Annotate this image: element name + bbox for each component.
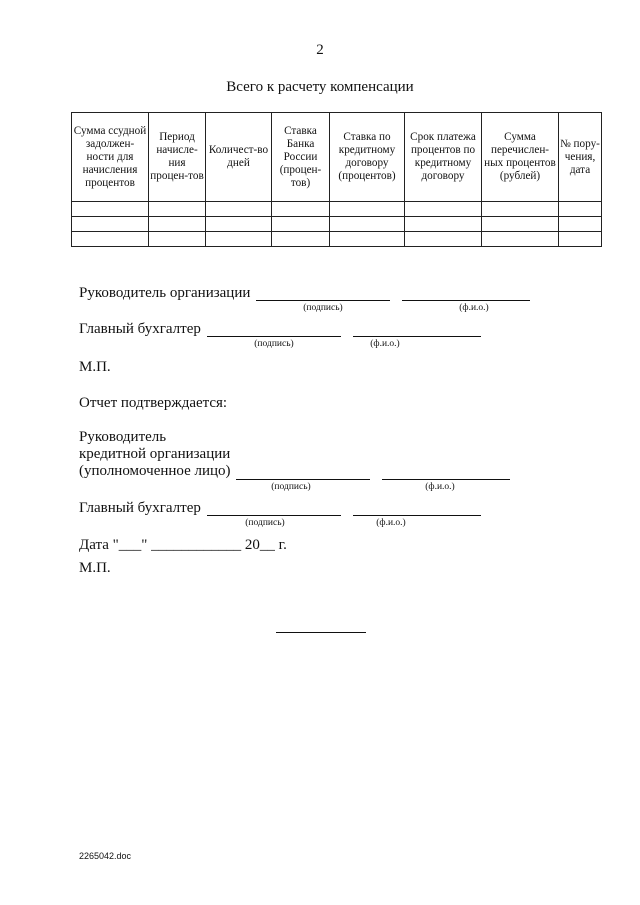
table-header-row xyxy=(72,113,602,202)
chief-accountant-signature-line[interactable] xyxy=(207,336,341,337)
header-order-number-date: № пору-чения, дата xyxy=(559,113,602,202)
chief-accountant-2-label: Главный бухгалтер xyxy=(79,500,201,516)
bank-head-label-line3: (уполномоченное лицо) xyxy=(79,463,231,479)
org-head-name-caption: (ф.и.о.) xyxy=(459,303,489,313)
org-head-signature-line[interactable] xyxy=(256,300,390,301)
header-contract-rate: Ставка по кредитному договору (процентов) xyxy=(330,113,405,202)
header-payment-term: Срок платежа процентов по кредитному договору xyxy=(405,113,482,202)
table-title: Всего к расчету компенсации xyxy=(226,79,414,95)
bank-head-name-line[interactable] xyxy=(382,479,510,480)
chief-accountant-2-signature-caption: (подпись) xyxy=(245,518,285,528)
stamp-place-2: М.П. xyxy=(79,560,111,576)
date-prefix: Дата " xyxy=(79,537,119,553)
header-central-bank-rate: Ставка Банка России (процен-тов) xyxy=(272,113,330,202)
stamp-place-1: М.П. xyxy=(79,359,111,375)
date-rest: " ____________ 20__ г. xyxy=(141,537,287,553)
table-row xyxy=(72,202,602,217)
bank-head-signature-line[interactable] xyxy=(236,479,370,480)
chief-accountant-2-name-caption: (ф.и.о.) xyxy=(376,518,406,528)
header-accrual-period: Период начисле-ния процен-тов xyxy=(149,113,206,202)
org-head-label: Руководитель организации xyxy=(79,285,251,301)
bank-head-label-line1: Руководитель xyxy=(79,429,167,445)
end-separator-line xyxy=(276,632,366,633)
file-name-footer: 2265042.doc xyxy=(79,851,132,861)
header-transferred-amount: Сумма перечислен-ных процентов (рублей) xyxy=(482,113,559,202)
chief-accountant-name-caption: (ф.и.о.) xyxy=(370,339,400,349)
chief-accountant-signature-caption: (подпись) xyxy=(254,339,294,349)
page-number: 2 xyxy=(316,42,324,58)
header-days-count: Количест-во дней xyxy=(206,113,272,202)
compensation-table xyxy=(71,112,602,247)
bank-head-label-line2: кредитной организации xyxy=(79,446,231,462)
bank-head-signature-caption: (подпись) xyxy=(271,482,311,492)
table-row xyxy=(72,217,602,232)
org-head-name-line[interactable] xyxy=(402,300,530,301)
org-head-signature-caption: (подпись) xyxy=(303,303,343,313)
chief-accountant-label: Главный бухгалтер xyxy=(79,321,201,337)
date-day-blank[interactable]: ___ xyxy=(118,537,142,553)
header-loan-amount: Сумма ссудной задолжен-ности для начисления процентов xyxy=(72,113,149,202)
report-confirmed-label: Отчет подтверждается: xyxy=(79,395,228,411)
chief-accountant-2-signature-line[interactable] xyxy=(207,515,341,516)
bank-head-name-caption: (ф.и.о.) xyxy=(425,482,455,492)
chief-accountant-name-line[interactable] xyxy=(353,336,481,337)
date-line xyxy=(79,537,287,554)
table-row xyxy=(72,232,602,247)
chief-accountant-2-name-line[interactable] xyxy=(353,515,481,516)
